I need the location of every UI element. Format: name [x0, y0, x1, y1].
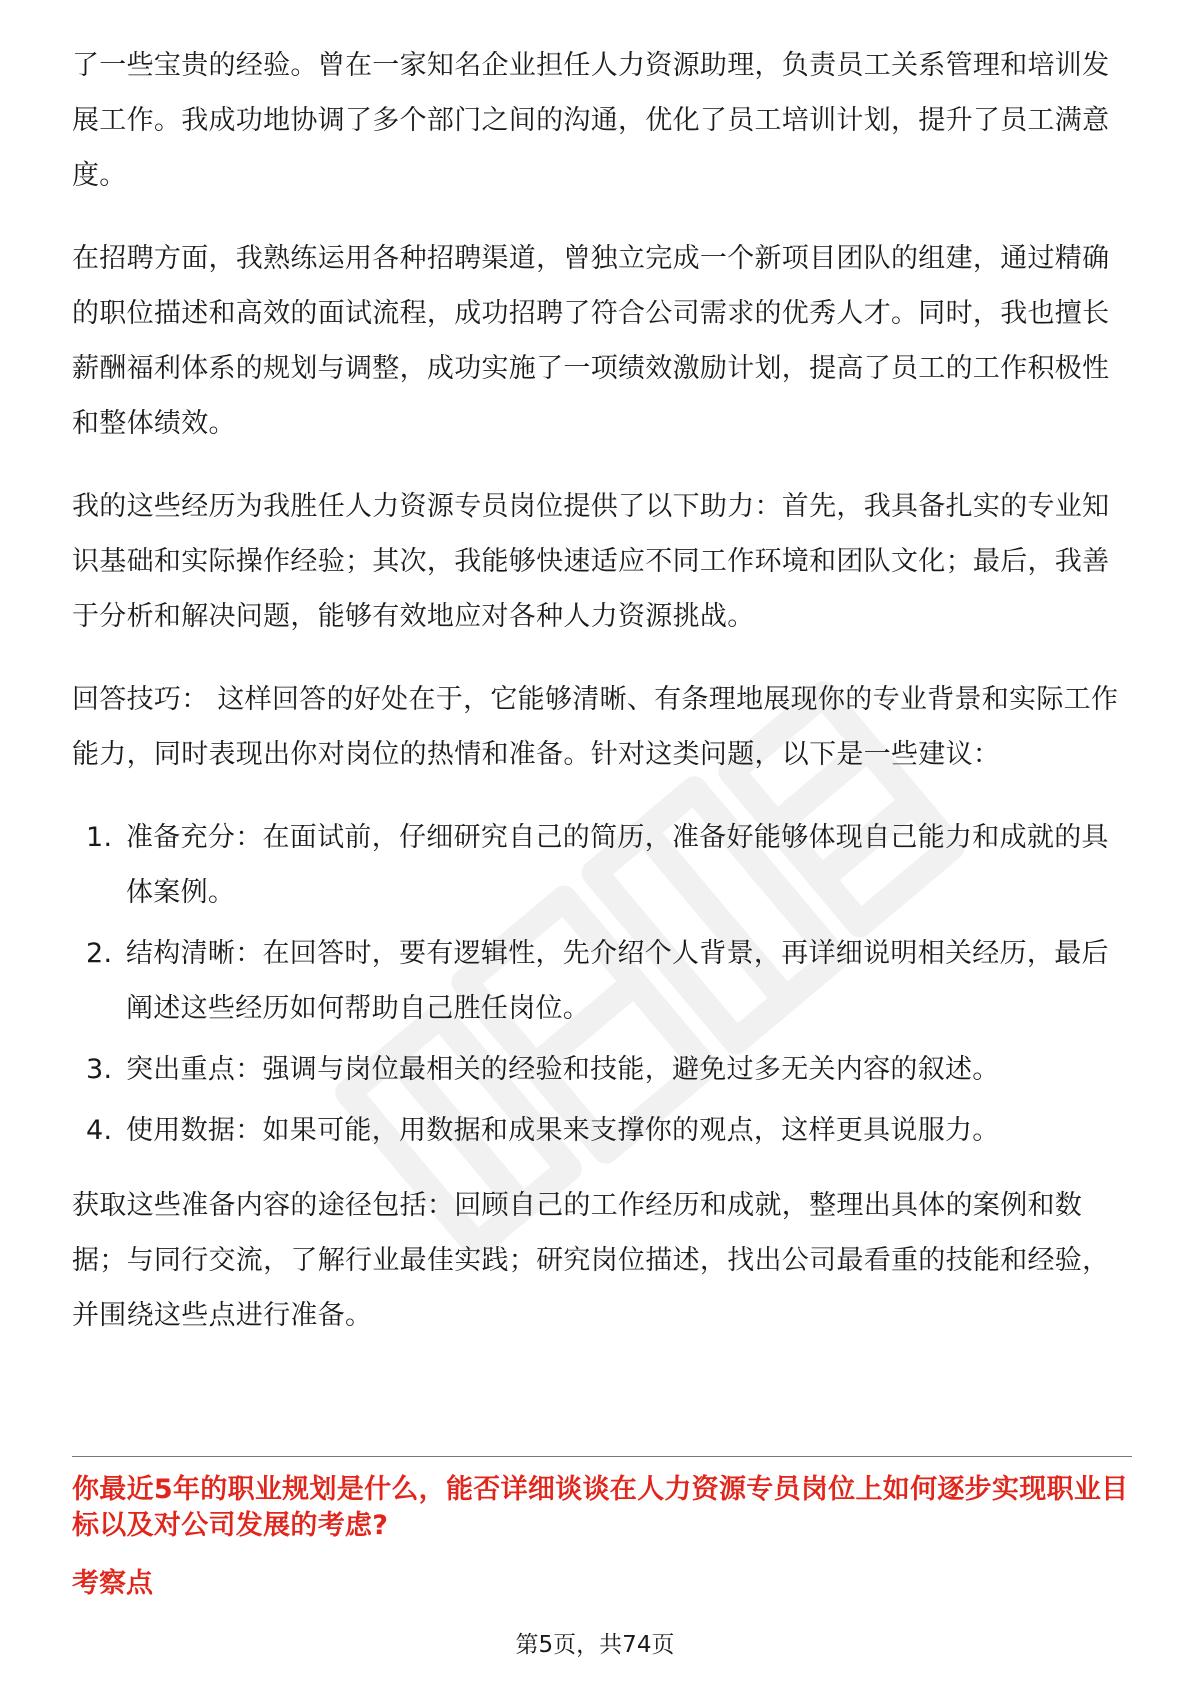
list-item	[72, 810, 1132, 920]
paragraph-answer-tips: 回答技巧： 这样回答的好处在于，它能够清晰、有条理地展现你的专业背景和实际工作能力，同时表现出你对岗位的热情和准备。针对这类问题，以下是一些建议：	[72, 684, 1119, 770]
paragraph-strengths: 我的这些经历为我胜任人力资源专员岗位提供了以下助力：首先，我具备扎实的专业知识基础和实际操作经验；其次，我能够快速适应不同工作环境和团队文化；最后，我善于分析和解决问题，能够有效地应对各种人力资源挑战。	[72, 491, 1110, 632]
list-item-text: 突出重点：强调与岗位最相关的经验和技能，避免过多无关内容的叙述。	[126, 1054, 1000, 1085]
paragraph-recruitment: 在招聘方面，我熟练运用各种招聘渠道，曾独立完成一个新项目团队的组建，通过精确的职位描述和高效的面试流程，成功招聘了符合公司需求的优秀人才。同时，我也擅长薪酬福利体系的规划与调整，成功实施了一项绩效激励计划，提高了员工的工作积极性和整体绩效。	[72, 243, 1110, 439]
list-item-number: 2.	[86, 938, 113, 969]
list-item-text: 准备充分：在面试前，仔细研究自己的简历，准备好能够体现自己能力和成就的具体案例。	[126, 822, 1109, 908]
section-label-assessment-points: 考察点	[72, 1568, 153, 1599]
list-item	[72, 1103, 1132, 1158]
paragraph-experience: 了一些宝贵的经验。曾在一家知名企业担任人力资源助理，负责员工关系管理和培训发展工作。我成功地协调了多个部门之间的沟通，优化了员工培训计划，提升了员工满意度。	[72, 50, 1110, 191]
section-divider	[72, 1456, 1132, 1457]
list-item-text: 使用数据：如果可能，用数据和成果来支撑你的观点，这样更具说服力。	[126, 1115, 1000, 1146]
list-item	[72, 1042, 1132, 1097]
list-item-text: 结构清晰：在回答时，要有逻辑性，先介绍个人背景，再详细说明相关经历，最后阐述这些经历如何帮助自己胜任岗位。	[126, 938, 1109, 1024]
list-item-number: 3.	[86, 1054, 113, 1085]
next-question-title: 你最近5年的职业规划是什么，能否详细谈谈在人力资源专员岗位上如何逐步实现职业目标以及对公司发展的考虑?	[72, 1474, 1129, 1541]
list-item-number: 4.	[86, 1115, 113, 1146]
page-footer: 第5页，共74页	[515, 1632, 675, 1658]
tips-list	[72, 810, 1132, 1158]
list-item-number: 1.	[86, 822, 113, 853]
paragraph-preparation-sources: 获取这些准备内容的途径包括：回顾自己的工作经历和成就，整理出具体的案例和数据；与同行交流，了解行业最佳实践；研究岗位描述，找出公司最看重的技能和经验，并围绕这些点进行准备。	[72, 1190, 1110, 1331]
document-page	[72, 38, 1132, 1371]
list-item	[72, 926, 1132, 1036]
